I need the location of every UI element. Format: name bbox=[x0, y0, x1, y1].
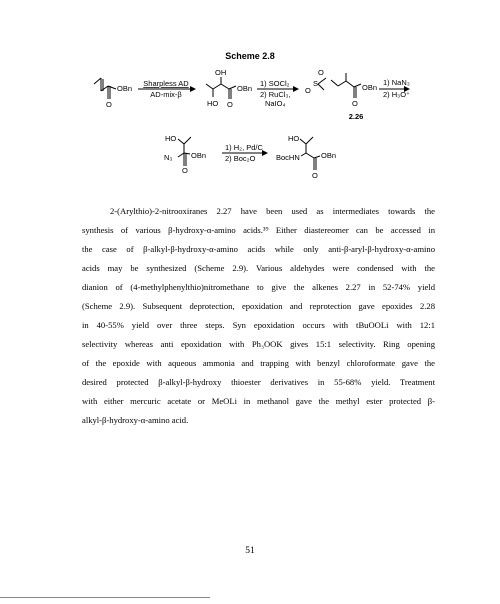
body-line-12: alkyl-β-hydroxy-α-amino acid. bbox=[82, 415, 189, 425]
scheme-title: Scheme 2.8 bbox=[225, 51, 275, 61]
body-line-5: dianion of (4-methylphenylthio)nitromethane to give the alkenes 2.27 in 52-74% yield bbox=[82, 282, 435, 292]
compound-label-2-26: 2.26 bbox=[348, 112, 364, 121]
arrowhead-1 bbox=[190, 86, 196, 92]
cyclic-sulfate bbox=[318, 73, 361, 98]
page-number: 51 bbox=[245, 546, 255, 556]
step4-line1: 1) H₂, Pd/C bbox=[225, 143, 263, 152]
starting-alkene-ester bbox=[94, 78, 116, 99]
azido-alcohol bbox=[178, 137, 191, 166]
boc-amino-alcohol bbox=[300, 137, 320, 170]
step1-reagent-top: Sharpless AD bbox=[143, 79, 189, 88]
body-line-7: in 40-55% yield over three steps. Syn epoxidation occurs with tBuOOLi with 12:1 bbox=[82, 320, 435, 330]
atom-obn: OBn bbox=[362, 83, 378, 92]
arrowhead-2 bbox=[293, 86, 299, 92]
diol-ester bbox=[206, 77, 236, 99]
body-paragraph bbox=[82, 202, 435, 430]
atom-s: S bbox=[313, 79, 319, 88]
body-line-1: 2-(Arylthio)-2-nitrooxiranes 2.27 have been used as intermediates towards the bbox=[110, 206, 435, 216]
scheme-2-8-figure bbox=[0, 0, 500, 200]
atom-ho: HO bbox=[288, 134, 300, 143]
atom-obn: OBn bbox=[191, 151, 207, 160]
step2-line3: NaIO₄ bbox=[265, 99, 286, 108]
atom-n3: N₃ bbox=[164, 153, 173, 162]
atom-ho: HO bbox=[207, 99, 219, 108]
atom-o: O bbox=[305, 86, 311, 95]
step3-line2: 2) H₃O⁺ bbox=[383, 90, 411, 99]
body-line-6: (Scheme 2.9). Subsequent deprotection, epoxidation and reprotection gave epoxides 2.28 bbox=[82, 301, 435, 311]
step2-line2: 2) RuCl₃, bbox=[260, 90, 291, 99]
atom-bochn: BocHN bbox=[276, 153, 300, 162]
atom-ho: HO bbox=[165, 134, 177, 143]
step2-line1: 1) SOCl₂ bbox=[260, 79, 290, 88]
atom-o: O bbox=[312, 171, 318, 180]
atom-obn: OBn bbox=[237, 84, 253, 93]
atom-o: O bbox=[227, 100, 233, 109]
atom-o: O bbox=[318, 68, 324, 77]
atom-o: O bbox=[352, 99, 358, 108]
atom-oh: OH bbox=[215, 68, 227, 77]
body-line-8: selectivity whereas anti epoxidation with Ph₃OOK gives 15:1 selectivity. Ring opening bbox=[82, 339, 435, 349]
atom-obn: OBn bbox=[321, 151, 337, 160]
step1-reagent-bottom: AD-mix-β bbox=[150, 90, 182, 99]
atom-o: O bbox=[106, 100, 112, 109]
step4-line2: 2) Boc₂O bbox=[225, 154, 256, 163]
step3-line1: 1) NaN₃ bbox=[383, 78, 410, 87]
body-line-9: of the epoxide with aqueous ammonia and trapping with benzyl chloroformate gave the bbox=[82, 358, 435, 368]
atom-obn: OBn bbox=[117, 84, 133, 93]
body-line-3: the case of β-alkyl-β-hydroxy-α-amino acids while only anti-β-aryl-β-hydroxy-α-amino bbox=[82, 244, 435, 254]
body-line-4: acids may be synthesized (Scheme 2.9). Various aldehydes were condensed with the bbox=[82, 263, 435, 273]
atom-o: O bbox=[182, 166, 188, 175]
body-line-11: with either mercuric acetate or MeOLi in methanol gave the methyl ester protected β- bbox=[82, 396, 435, 406]
scan-edge-rule bbox=[0, 597, 210, 598]
body-line-10: desired protected β-alkyl-β-hydroxy thioester derivatives in 55-68% yield. Treatment bbox=[82, 377, 435, 387]
body-line-2: synthesis of various β-hydroxy-α-amino acids.³⁹ Either diastereomer can be accessed in bbox=[82, 225, 435, 235]
